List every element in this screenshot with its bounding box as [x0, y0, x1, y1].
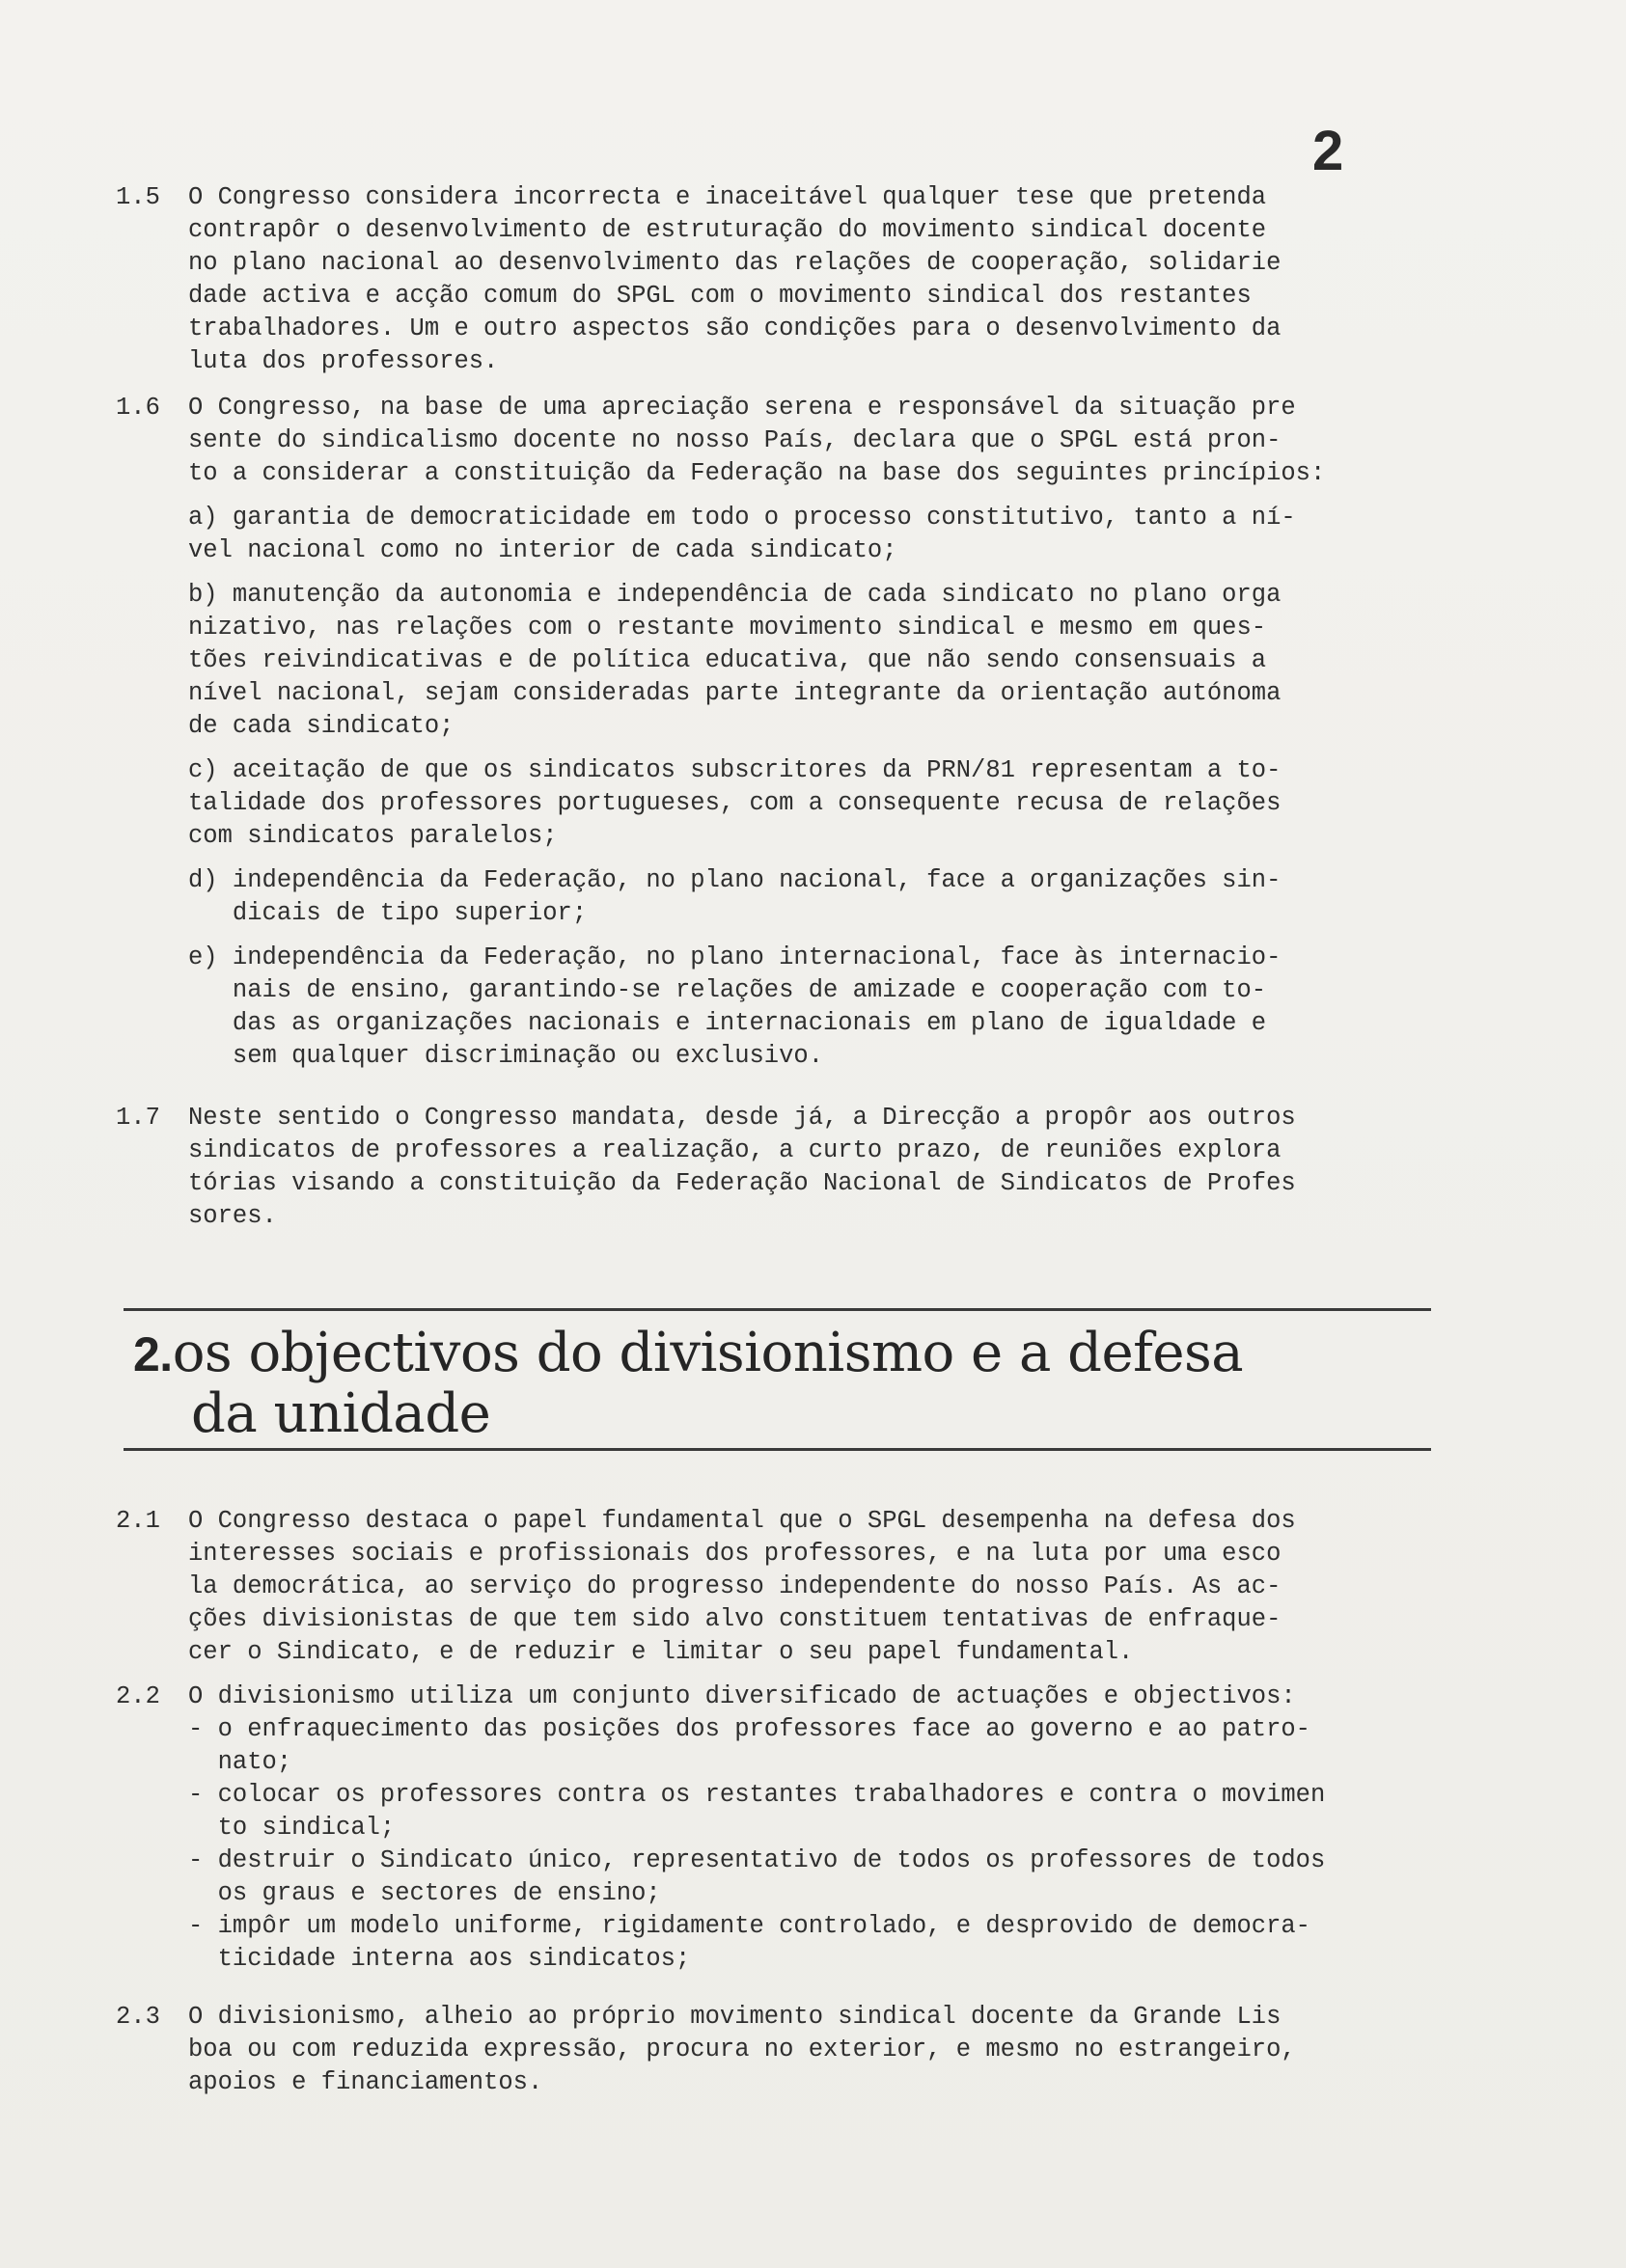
paragraph-number: 2.3	[116, 2003, 160, 2031]
text-line: to a considerar a constituição da Federação na base dos seguintes princípios:	[188, 459, 1326, 487]
text-line: luta dos professores.	[188, 347, 499, 375]
page-number: 2	[1312, 120, 1344, 182]
text-line: cer o Sindicato, e de reduzir e limitar o seu papel fundamental.	[188, 1638, 1134, 1666]
section-title-line: da unidade	[191, 1382, 491, 1445]
text-line: com sindicatos paralelos;	[188, 822, 558, 850]
section-heading	[133, 1324, 1243, 1444]
paragraph-number: 2.1	[116, 1507, 160, 1535]
text-line: Neste sentido o Congresso mandata, desde já, a Direcção a propôr aos outros	[188, 1104, 1296, 1132]
list-item: - colocar os professores contra os restantes trabalhadores e contra o movimen	[188, 1781, 1326, 1809]
principle-item-d	[188, 864, 1409, 930]
principle-item-e	[188, 942, 1409, 1073]
text-line: contrapôr o desenvolvimento de estruturação do movimento sindical docente	[188, 216, 1267, 244]
paragraph-2-3	[116, 2001, 1409, 2099]
text-line: O divisionismo, alheio ao próprio movimento sindical docente da Grande Lis	[188, 2003, 1282, 2031]
text-line: dade activa e acção comum do SPGL com o movimento sindical dos restantes	[188, 282, 1252, 310]
list-item: - destruir o Sindicato único, representativo de todos os professores de todos	[188, 1846, 1326, 1874]
text-line: sem qualquer discriminação ou exclusivo.	[188, 1042, 824, 1070]
text-line: nizativo, nas relações com o restante movimento sindical e mesmo em ques-	[188, 614, 1267, 642]
text-line: das as organizações nacionais e internacionais em plano de igualdade e	[188, 1009, 1267, 1037]
text-line: vel nacional como no interior de cada sindicato;	[188, 536, 897, 564]
text-line: sindicatos de professores a realização, a curto prazo, de reuniões explora	[188, 1136, 1282, 1164]
paragraph-2-2	[116, 1681, 1409, 1976]
text-line: trabalhadores. Um e outro aspectos são condições para o desenvolvimento da	[188, 314, 1282, 342]
text-line: O Congresso destaca o papel fundamental que o SPGL desempenha na defesa dos	[188, 1507, 1296, 1535]
paragraph-2-1	[116, 1505, 1409, 1669]
paragraph-number: 1.5	[116, 183, 160, 211]
principle-item-a	[188, 502, 1409, 567]
text-line: de cada sindicato;	[188, 712, 455, 740]
text-line: ticidade interna aos sindicatos;	[188, 1945, 691, 1973]
paragraph-1-5	[116, 181, 1409, 378]
text-line: b) manutenção da autonomia e independência de cada sindicato no plano orga	[188, 581, 1282, 609]
text-line: os graus e sectores de ensino;	[188, 1879, 661, 1907]
text-line: no plano nacional ao desenvolvimento das relações de cooperação, solidarie	[188, 249, 1282, 277]
paragraph-number: 2.2	[116, 1682, 160, 1710]
text-line: sente do sindicalismo docente no nosso País, declara que o SPGL está pron-	[188, 426, 1282, 454]
text-line: tórias visando a constituição da Federação Nacional de Sindicatos de Profes	[188, 1169, 1296, 1197]
text-line: la democrática, ao serviço do progresso independente do nosso País. As ac-	[188, 1572, 1282, 1600]
section-top-rule	[124, 1308, 1431, 1311]
section-bottom-rule	[124, 1448, 1431, 1451]
text-line: interesses sociais e profissionais dos professores, e na luta por uma esco	[188, 1540, 1282, 1568]
text-line: e) independência da Federação, no plano internacional, face às internacio-	[188, 943, 1282, 971]
principle-item-c	[188, 754, 1409, 853]
text-line: ções divisionistas de que tem sido alvo constituem tentativas de enfraque-	[188, 1605, 1282, 1633]
text-line: nais de ensino, garantindo-se relações de amizade e cooperação com to-	[188, 976, 1267, 1004]
section-title-line: os objectivos do divisionismo e a defesa	[172, 1322, 1244, 1384]
paragraph-1-7	[116, 1102, 1409, 1233]
text-line: O divisionismo utiliza um conjunto diversificado de actuações e objectivos:	[188, 1682, 1296, 1710]
paragraph-1-6	[116, 392, 1409, 1073]
text-line: a) garantia de democraticidade em todo o processo constitutivo, tanto a ní-	[188, 504, 1296, 532]
list-item: - o enfraquecimento das posições dos professores face ao governo e ao patro-	[188, 1715, 1310, 1743]
principle-item-b	[188, 579, 1409, 743]
paragraph-number: 1.6	[116, 394, 160, 422]
paragraph-number: 1.7	[116, 1104, 160, 1132]
text-line: apoios e financiamentos.	[188, 2068, 543, 2096]
text-line: nato;	[188, 1748, 292, 1776]
text-line: boa ou com reduzida expressão, procura no exterior, e mesmo no estrangeiro,	[188, 2036, 1296, 2063]
text-line: O Congresso considera incorrecta e inaceitável qualquer tese que pretenda	[188, 183, 1267, 211]
text-line: d) independência da Federação, no plano nacional, face a organizações sin-	[188, 866, 1282, 894]
text-line: nível nacional, sejam consideradas parte integrante da orientação autónoma	[188, 679, 1282, 707]
text-line: c) aceitação de que os sindicatos subscritores da PRN/81 representam a to-	[188, 756, 1282, 784]
text-line: O Congresso, na base de uma apreciação serena e responsável da situação pre	[188, 394, 1296, 422]
text-line: tões reivindicativas e de política educativa, que não sendo consensuais a	[188, 646, 1267, 674]
text-line: dicais de tipo superior;	[188, 899, 588, 927]
text-line: talidade dos professores portugueses, com a consequente recusa de relações	[188, 789, 1282, 817]
text-line: sores.	[188, 1202, 277, 1230]
list-item: - impôr um modelo uniforme, rigidamente controlado, e desprovido de democra-	[188, 1912, 1310, 1940]
text-line: to sindical;	[188, 1814, 396, 1842]
section-number: 2.	[133, 1327, 173, 1381]
